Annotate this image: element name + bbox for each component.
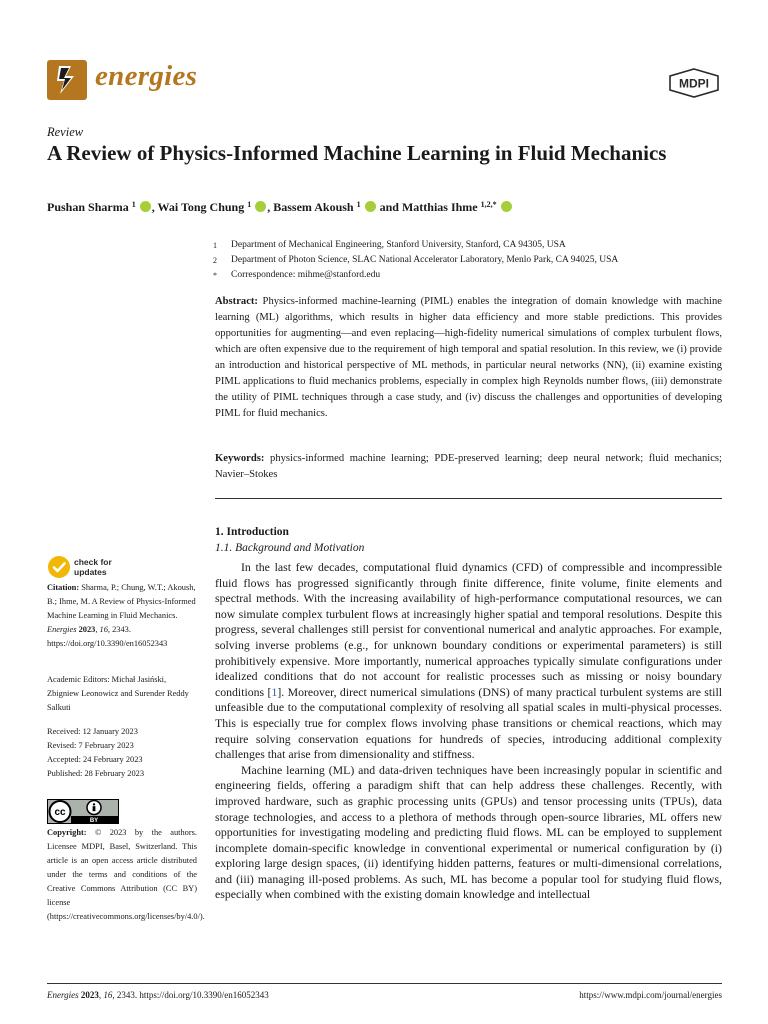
paragraph-text: ]. Moreover, direct numerical simulations (DNS) of many practical turbulent systems are still unfeasible due to the computational complexity of resolving all spatial scales in multi-physical processes. This is especially true for complex flows involving phase transitions or chemical reactions, which may require solving conservation equations for hundreds of species, introducing additional complexity challenges that arise from dimensionality and stiffness. [215,684,723,762]
affiliation-item [213,268,723,283]
orcid-icon[interactable] [255,201,266,212]
copyright-text: © 2023 by the authors. Licensee MDPI, Basel, Switzerland. This article is an open access article distributed under the terms and conditions of the Creative Commons Attribution (CC BY) license (https://creativecommons.org/licenses/by/4.0/). [47,828,205,921]
author-separator: , [151,200,158,214]
affiliation-mark: * [213,271,217,280]
copyright-block [47,826,205,924]
author-affiliation: 1 [131,200,136,209]
footer-journal: Energies [47,990,79,1000]
date-accepted: Accepted: 24 February 2023 [47,755,143,764]
affiliation-text: Department of Photon Science, SLAC National Accelerator Laboratory, Menlo Park, CA 94025, USA [231,255,619,265]
journal-name: energies [95,60,198,92]
abstract-label: Abstract: [215,296,258,307]
footer-volume: 16 [103,990,113,1000]
copyright-label: Copyright: [47,828,87,837]
citation-label: Citation: [47,583,80,592]
keywords [215,451,722,483]
lightning-bolt-icon [47,60,87,100]
footer-doi[interactable]: , 2343. https://doi.org/10.3390/en16052343 [112,990,269,1000]
paragraph-text: In the last few decades, computational fluid dynamics (CFD) of compressible and incompressible fluid flows has progressed significantly through finite difference, finite volume, finite elements and spectral methods. With the increasing availability of high-performance computational resources, we can now simulate complex turbulent flows at increasingly higher spatial and temporal resolutions. Despite this progress, several challenges still persist for conventional numerical and analytic approaches. For example, solving inverse problems (e.g., for unknown boundary conditions or experimental parameters) is still prohibitively expensive. More importantly, numerical approaches typically simulate configurations under idealized conditions that do not account for realistic processes such as missing or noisy boundary conditions [ [215,560,722,699]
check-for-updates-badge[interactable] [47,555,167,581]
author-affiliation: 1,2,* [480,200,497,209]
divider [215,498,722,499]
article-type: Review [47,125,84,139]
author-name[interactable]: Bassem Akoush [273,200,354,214]
author-affiliation: 1 [247,200,252,209]
author-name[interactable]: Wai Tong Chung [157,200,245,214]
footer-citation [47,990,269,1000]
author-list [47,200,727,215]
affiliations [213,238,723,283]
author-separator: and [376,200,402,214]
orcid-icon[interactable] [140,201,151,212]
footer-year: 2023 [78,990,99,1000]
check-updates-text [74,557,112,577]
citation-sep: , [95,625,100,634]
citation-link[interactable]: 1 [271,684,278,699]
check-updates-icon [47,555,71,579]
citation-text: Sharma, P.; Chung, W.T.; Akoush, B.; Ihme, M. A Review of Physics-Informed Machine Learning in Fluid Mechanics. [47,583,196,620]
citation-block [47,581,197,651]
footer-journal-url[interactable]: https://www.mdpi.com/journal/energies [579,990,722,1000]
citation-journal: Energies [47,625,77,634]
date-published: Published: 28 February 2023 [47,769,145,778]
footer-divider [47,983,722,984]
section-heading: 1. Introduction [215,526,289,538]
article-title: A Review of Physics-Informed Machine Learning in Fluid Mechanics [47,141,667,165]
academic-editors: Academic Editors: Michał Jasiński, Zbigniew Leonowicz and Surender Reddy Salkuti [47,675,189,712]
svg-text:cc: cc [54,807,66,818]
correspondence-text[interactable]: Correspondence: mihme@stanford.edu [231,270,381,280]
citation-year: 2023 [76,625,96,634]
keywords-text: physics-informed machine learning; PDE-preserved learning; deep neural network; fluid mechanics; Navier–Stokes [215,453,722,480]
abstract-text: Physics-informed machine-learning (PIML) enables the integration of domain knowledge with machine learning (ML) algorithms, which results in higher data efficiency and more stable predictions. This provides opportunities for augmenting—and even replacing—high-fidelity numerical simulations of complex turbulent flows, which are often expensive due to the requirement of high temporal and spatial resolution. In this review, we (i) provide an introduction and historical perspective of ML methods, in particular neural networks (NN), (ii) examine existing PIML applications to fluid mechanics problems, especially in complex high Reynolds number flows, (iii) demonstrate the utility of PIML techniques through a case study, and (iv) discuss the challenges and opportunities of developing PIML for fluid mechanics. [215,296,722,419]
mdpi-logo [668,68,720,98]
date-revised: Revised: 7 February 2023 [47,741,134,750]
keywords-label: Keywords: [215,453,265,464]
affiliation-item [213,253,723,268]
abstract [215,294,722,422]
orcid-icon[interactable] [501,201,512,212]
affiliation-text: Department of Mechanical Engineering, Stanford University, Stanford, CA 94305, USA [231,240,566,250]
date-received: Received: 12 January 2023 [47,727,138,736]
citation-doi[interactable]: , 2343. https://doi.org/10.3390/en16052343 [47,625,168,648]
orcid-icon[interactable] [365,201,376,212]
paragraph [215,560,722,763]
journal-header [47,58,722,102]
cc-label: BY [89,818,99,824]
affiliation-mark: 2 [213,256,217,265]
paragraph: Machine learning (ML) and data-driven techniques have been increasingly popular in scientific and engineering fields, offering a paradigm shift that can help address these challenges. Recently, with improved hardware, such as graphic processing units (GPUs) and tensor processing units (TPUs), data storage technologies, and access to a plethora of methods through open-source libraries, ML offers new opportunities for investigating modeling and predicting fluid flows. ML can be employed to supplement incomplete domain-specific knowledge in conventional experimental or numerical configuration by (i) exploring large design spaces, (ii) identifying hidden patterns, features or multi-dimensional correlations, and (iii) managing ill-posed problems. As such, ML has become a popular tool for studying fluid flows, especially when combined with the existing domain knowledge and intellectual [215,762,722,902]
affiliation-mark: 1 [213,241,217,250]
footer-sep: , [98,990,104,1000]
publication-dates [47,725,197,781]
body-text [215,560,722,903]
citation-volume: 16 [99,625,108,634]
author-affiliation: 1 [356,200,361,209]
cc-by-license-icon[interactable] [47,799,119,824]
author-separator: , [267,200,274,214]
subsection-heading: 1.1. Background and Motivation [215,542,365,554]
check-updates-line: updates [74,567,107,577]
publisher-name: MDPI [679,76,709,91]
author-name[interactable]: Matthias Ihme [401,200,478,214]
author-name[interactable]: Pushan Sharma [47,200,129,214]
affiliation-item [213,238,723,253]
check-updates-line: check for [74,557,112,567]
